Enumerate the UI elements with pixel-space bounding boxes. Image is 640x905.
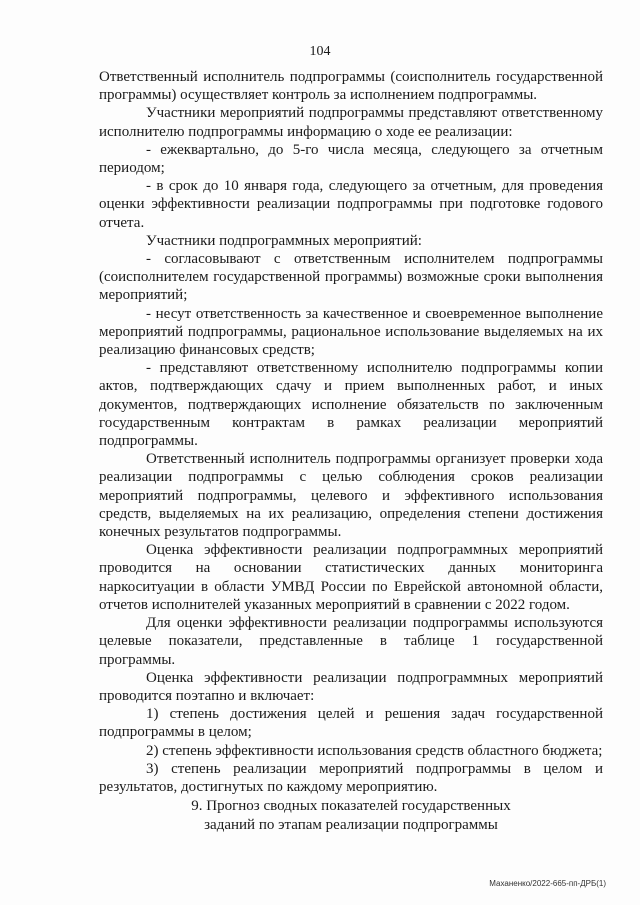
list-item-goals: 1) степень достижения целей и решения задач государственной подпрограммы в целом; <box>99 706 603 741</box>
paragraph-inspections: Ответственный исполнитель подпрограммы организует проверки хода реализации подпрограммы с целью соблюдения сроков реализации мероприятий подпрограммы, целевого и эффективного использования средств, выделяемых на их реализацию, определения степени достижения конечных результатов подпрограммы. <box>99 451 603 541</box>
list-item-budget: 2) степень эффективности использования средств областного бюджета; <box>146 742 603 759</box>
document-footer-code: Маханенко/2022-665-пп-ДРБ(1) <box>489 879 606 888</box>
list-item-results: 3) степень реализации мероприятий подпрограммы в целом и результатов, достигнутых по каждому мероприятию. <box>99 760 603 795</box>
paragraph-stages: Оценка эффективности реализации подпрограммных мероприятий проводится поэтапно и включает: <box>99 669 603 704</box>
paragraph-participants: Участники подпрограммных мероприятий: <box>146 232 422 249</box>
section-heading <box>99 797 603 835</box>
list-item-responsibility: - несут ответственность за качественное и своевременное выполнение мероприятий подпрограммы, рациональное использование выделяемых на их реализацию финансовых средств; <box>99 305 603 359</box>
section-heading-line-2: заданий по этапам реализации подпрограммы <box>204 817 498 833</box>
section-heading-line-1: 9. Прогноз сводных показателей государственных <box>191 798 511 814</box>
list-item-annual: - в срок до 10 января года, следующего за отчетным, для проведения оценки эффективности реализации подпрограммы при подготовке годового отчета. <box>99 178 603 231</box>
paragraph-1: Ответственный исполнитель подпрограммы (соисполнитель государственной программы) осуществляет контроль за исполнением подпрограммы. <box>99 69 603 104</box>
paragraph-indicators: Для оценки эффективности реализации подпрограммы используются целевые показатели, представленные в таблице 1 государственной программы. <box>99 615 603 668</box>
paragraph-2: Участники мероприятий подпрограммы представляют ответственному исполнителю подпрограммы информацию о ходе ее реализации: <box>99 105 603 140</box>
paragraph-evaluation: Оценка эффективности реализации подпрограммных мероприятий проводится на основании статистических данных мониторинга наркоситуации в области УМВД России по Еврейской автономной области, отчетов исполнителей указанных мероприятий в сравнении с 2022 годом. <box>99 542 603 613</box>
page-number: 104 <box>309 44 331 59</box>
list-item-quarterly: - ежеквартально, до 5-го числа месяца, следующего за отчетным периодом; <box>99 141 603 177</box>
list-item-submit: - представляют ответственному исполнителю подпрограммы копии актов, подтверждающих сдачу и прием выполненных работ, и иных документов, подтверждающих исполнение обязательств по заключенным государственным контрактам в рамках реализации мероприятий подпрограммы. <box>99 360 603 450</box>
document-body <box>99 68 603 796</box>
list-item-agree: - согласовывают с ответственным исполнителем подпрограммы (соисполнителем государственной программы) возможные сроки выполнения мероприятий; <box>99 251 603 304</box>
